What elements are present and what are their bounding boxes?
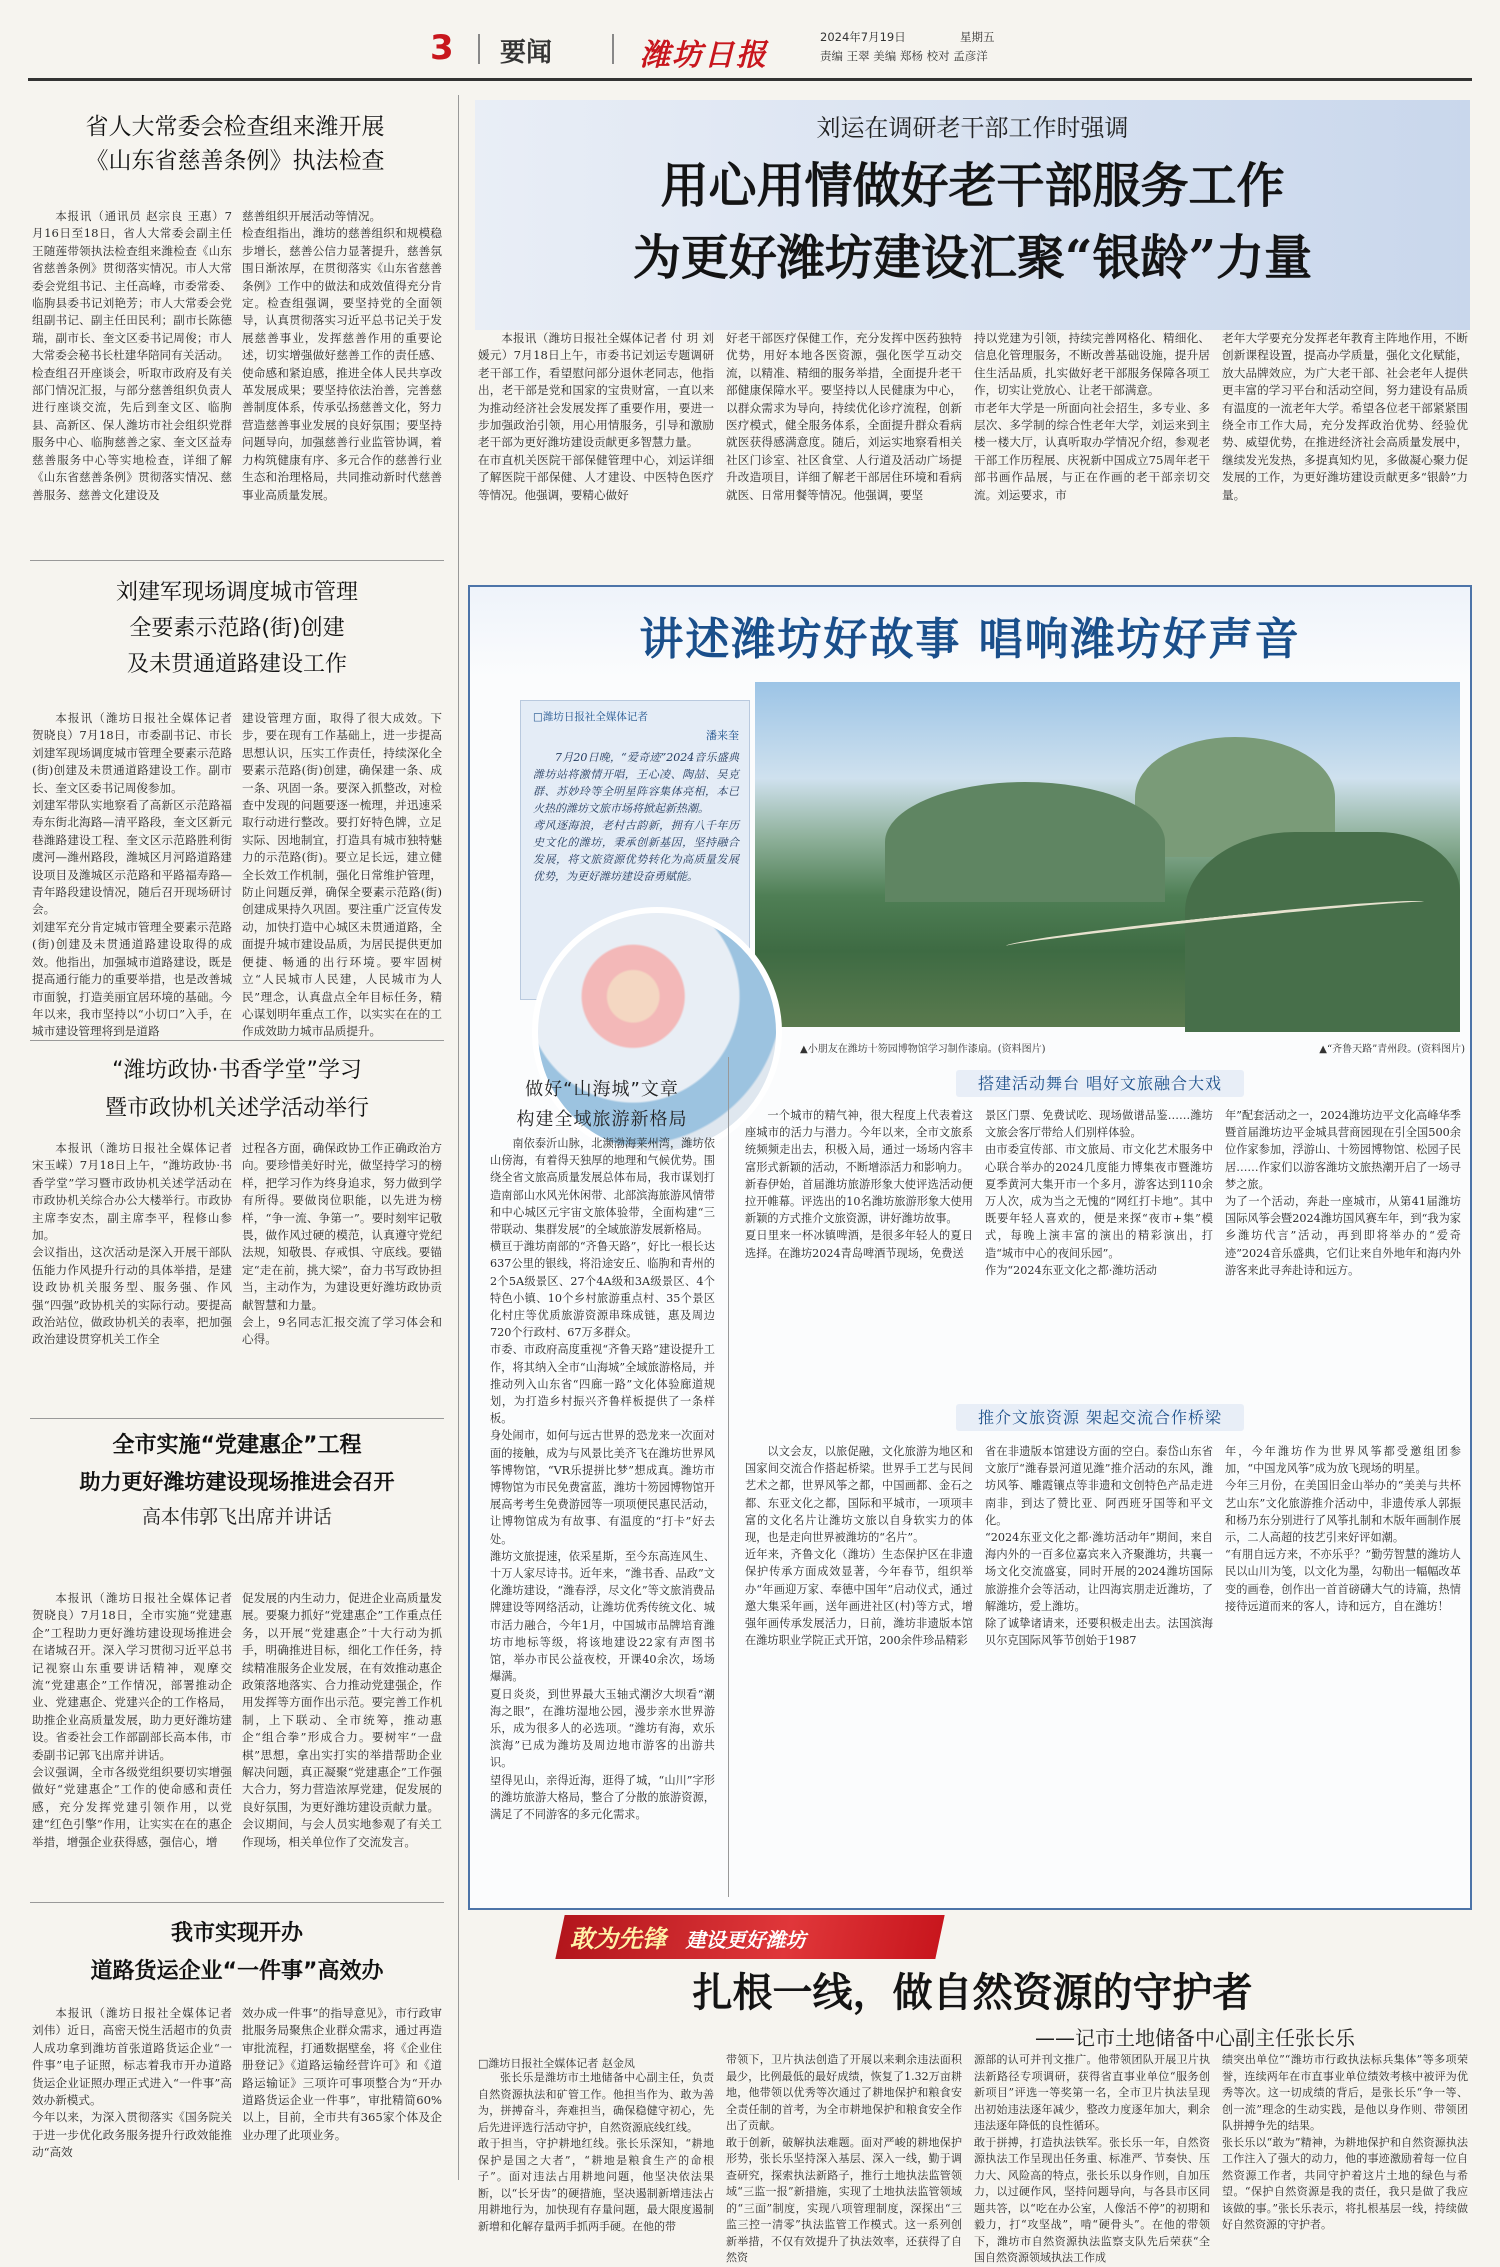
story2-col2: 建设管理方面，取得了很大成效。下步，要在现有工作基础上，进一步提高思想认识，压实工作责任，持续深化全要素示范路(街)创建，确保建一条、成一条、巩固一条。要深入抓整改，对检查中发现的问题要逐一梳理，并迅速采取行动进行整改。要打好特色牌，立足实际、因地制宜，打造具有城市独特魅力的示范路(街)。要立足长远，建立健全长效工作机制，强化日常维护管理，防止问题反弹，确保全要素示范路(街)创建成果持久巩固。要注重广泛宣传发动，加快打造中心城区未贯通道路，全面提升城市建设品质，为居民提供更加便捷、畅通的出行环境。要牢固树立“人民城市人民建，人民城市为人民”理念，认真盘点全年目标任务，精心谋划明年重点工作，以实实在在的工作成效助力城市品质提升。 xyxy=(242,711,442,1039)
issue-weekday: 星期五 xyxy=(960,30,995,44)
profile-col1: 张长乐是潍坊市土地储备中心副主任，负责自然资源执法和矿管工作。他担当作为、敢为善为，拼搏奋斗，奔难担当，确保稳健守初心，先后先进评选行活动守护，自然资源底线红线。 敢于担当，守护耕地红线。张长乐深知，“耕地保护是国之大者”，“耕地是粮食生产的命根子”。面对违法占用耕地问题，他坚决依法果断，以“长牙齿”的硬措施，坚决遏制新增违法占用耕地行为，加快现有存量问题，最大限度遏制新增和化解存量两手抓两手硬。在他的带 xyxy=(478,2071,714,2233)
story2-headline xyxy=(30,575,444,683)
story4-subtitle: 高本伟郭飞出席并讲话 xyxy=(141,1506,332,1528)
feature-low-col3: 年，今年潍坊作为世界风筝都受邀组团参加，“中国龙风筝”成为放飞现场的明星。 今年三月份，在美国旧金山举办的“美美与共杯艺山东”文化旅游推介活动中，非遗传承人郭振和杨乃东分别进行了风筝扎制和木版年画制作展示，二人高超的技艺引来好评如潮。 “有朋自远方来，不亦乐乎？”勤劳智慧的潍坊人民以山川为笺，以文化为墨，勾勒出一幅幅改革变的画卷，创作出一首首磅礴大气的诗篇，热情接待远道而来的客人，诗和远方，自在潍坊！ xyxy=(1225,1445,1461,1613)
feature-mid-col3: 年”配套活动之一，2024潍坊边平文化高峰华季暨首届潍坊边平金城具营商园现在引全国500余位作家参加，浮游山、十笏园博物馆、松园子民居……作家们以游客潍坊文旅热潮开启了一场寻梦之旅。 为了一个活动，奔赴一座城市，从第41届潍坊国际风筝会暨2024潍坊国风赛车年，到“我为家乡潍坊代言”活动，再到即将举办的“爱奇迹”2024音乐盛典，它们让来自外地年和海内外游客来此寻奔赴诗和远方。 xyxy=(1225,1109,1461,1277)
lead-col2: 好老干部医疗保健工作，充分发挥中医药独特优势，用好本地各医资源，强化医学互动交流，以精准、精细的服务举措，全面提升老干部健康保障水平。要坚持以人民健康为中心，以群众需求为导向，持续优化诊疗流程，创新医疗模式，健全服务体系，全面提升群众看病就医获得感满意度。随后，刘运实地察看相关社区门诊室、社区食堂、人行道及活动广场提升改造项目，详细了解老干部居住环境和看病就医、日常用餐等情况。他强调，要坚 xyxy=(726,331,962,502)
banner-text2: 建设更好潍坊 xyxy=(685,1928,806,1952)
feature-sub3: 推介文旅资源 架起交流合作桥梁 xyxy=(740,1405,1460,1428)
feature-intro: 7月20日晚，“爱奇迹”2024音乐盛典潍坊站将激情开唱，王心凌、陶喆、吴克群、苏妙玲等全明星阵容集体亮相，本已火热的潍坊文旅市场将掀起新热潮。 鸢风逐海浪，老村古韵新，拥有八千年历史文化的潍坊，秉承创新基因，坚持融合发展，将文旅资源优势转化为高质量发展优势，为更好潍坊建设奋勇赋能。 xyxy=(533,751,739,883)
story2-title-line2: 全要素示范路(街)创建 xyxy=(129,616,345,641)
column-divider xyxy=(728,1057,729,1897)
pioneer-banner-text xyxy=(570,1919,940,1959)
feature-low-col2: 省在非遗版本馆建设方面的空白。泰岱山东省文旅厅“潍春景河道见潍”推介活动的东风，潍坊风筝、雕霞镶点等非遗和文创特色产品走进南非，到达了赞比亚、阿西班牙国等和平文化。 “2024东亚文化之都·潍坊活动年”期间，来自海内外的一百多位嘉宾来入齐聚潍坊，共襄一场文化交流盛宴，同时开展的2024潍坊国际旅游推介会等活动，让四海宾朋走近潍坊，了解潍坊，爱上潍坊。 除了诚挚诸请来，还要积极走出去。法国滨海贝尔克国际风筝节创始于1987 xyxy=(985,1445,1213,1648)
divider xyxy=(30,1902,444,1903)
story2-title-line3: 及未贯通道路建设工作 xyxy=(126,652,347,677)
profile-byline: □潍坊日报社全媒体记者 赵金凤 xyxy=(478,2057,635,2070)
story1-title-line1: 省人大常委会检查组来潍开展 xyxy=(85,114,385,140)
feature-panel xyxy=(468,585,1472,1910)
profile-title: 扎根一线，做自然资源的守护者 xyxy=(692,1969,1253,2016)
story5-col2: 效办成一件事”的指导意见》，市行政审批服务局聚焦企业群众需求，通过再造审批流程，打通数据壁垒，将《企业住册登记》《道路运输经营许可》和《道路运输证》三项许可事项整合为“开办道路货运企业一件事”，审批精简60%以上，目前，全市共有365家个体及企业办理了此项业务。 xyxy=(242,2006,442,2142)
story5-title-line2: 道路货运企业“一件事”高效办 xyxy=(90,1959,384,1984)
profile-col3: 源部的认可并刊文推广。他带领团队开展卫片执法新路径专项调研，获得省直事业单位“服务创新项目”评选一等奖第一名，全市卫片执法呈现出初始违法逐年减少，整改力度逐年加大，剩余违法逐年降低的良性循环。 敢于拼搏，打造执法铁军。张长乐一年，自然资源执法工作呈现出任务重、标准严、节奏快、压力大、风险高的特点，张长乐以身作则，自加压力，以过硬作风，坚持问题导向，与各县市区同题共答，以“吃在办公室，人像活不停”的初期和毅力，打“攻坚战”，啃“硬骨头”。在他的带领下，潍坊市自然资源执法监察支队先后荣获“全国自然资源领域执法工作成 xyxy=(974,2053,1210,2264)
feature-mid-col1: 一个城市的精气神，很大程度上代表着这座城市的活力与潜力。今年以来，全市文旅系统频频走出去，积极入局，通过一场场内容丰富形式新颖的活动，不断增添活力和影响力。 新春伊始，首届潍坊旅游形象大使评选活动便拉开帷幕。评选出的10名潍坊旅游形象大使用新颖的方式推介文旅资源，讲好潍坊故事。 夏日里来一杯冰镇啤酒，是很多年轻人的夏日选择。在潍坊2024青岛啤酒节现场，免费送 xyxy=(745,1109,973,1260)
story2-title-line1: 刘建军现场调度城市管理 xyxy=(115,580,358,605)
issue-date: 2024年7月19日 xyxy=(820,30,906,44)
divider xyxy=(30,560,444,561)
section-name: 要闻 xyxy=(500,38,553,68)
story5-col1: 本报讯（潍坊日报社全媒体记者 刘伟）近日，高密天悦生活超市的负责人成功拿到潍坊首张道路货运企业“一件事”电子证照，标志着我市开办道路货运企业证照办理正式进入“一件事”高效办新模式。 今年以来，为深入贯彻落实《国务院关于进一步优化政务服务提升行政效能推动“高效 xyxy=(32,2006,232,2160)
page-number: 3 xyxy=(430,28,454,68)
feature-byline: □潍坊日报社全媒体记者 xyxy=(533,711,648,723)
feature-low-col1: 以文会友，以旅促融，文化旅游为地区和国家间交流合作搭起桥梁。世界手工艺与民间艺术之都，世界风筝之都，中国画都、金石之都、东亚文化之都，国际和平城市，一项项丰富的文化名片让潍坊文旅以自身软实力的体现，也是走向世界被潍坊的“名片”。 近年来，齐鲁文化（潍坊）生态保护区在非遗保护传承方面成效显著，今年春节，组织举办“年画迎万家、奉德中国年”启动仪式，通过邀大集采年画，送年画进社区(村)等方式，增强年画传承发展活力，日前，潍坊非遗版本馆在潍坊职业学院正式开馆，200余件珍品精彩 xyxy=(745,1445,973,1648)
story3-col2: 过程各方面，确保政协工作正确政治方向。要珍惜美好时光，做坚持学习的榜样，把学习作为终身追求，努力做到学有所得。要做岗位职能，以先进为榜样，“争一流、争第一”。要时刻牢记敬畏，做作风过硬的模范，认真遵守党纪法规，知敬畏、存戒惧、守底线。要锚定“走在前，挑大梁”，奋力书写政协担当，主动作为，为建设更好潍坊政协贡献智慧和力量。 会上，9名同志汇报交流了学习体会和心得。 xyxy=(242,1141,442,1347)
story1-title-line2: 《山东省慈善条例》执法检查 xyxy=(85,148,385,174)
story4-col1: 本报讯（潍坊日报社全媒体记者 贺晓良）7月18日，全市实施“党建惠企”工程助力更好潍坊建设现场推进会在诸城召开。深入学习贯彻习近平总书记视察山东重要讲话精神，观摩交流“党建惠企”工作情况，部署推动企业、党建惠企、党建兴企的工作格局，助推企业高质量发展，助力更好潍坊建设。省委社会工作部副部长高本伟，市委副书记郭飞出席并讲话。 会议强调，全市各级党组织要切实增强做好“党建惠企”工作的使命感和责任感，充分发挥党建引领作用，以党建“红色引擎”作用，让实实在在的惠企举措，增强企业获得感，强信心，增 xyxy=(32,1591,232,1849)
lead-col1: 本报讯（潍坊日报社全媒体记者 付 玥 刘媛元）7月18日上午，市委书记刘运专题调研老干部工作，看望慰问部分退休老同志，他指出，老干部是党和国家的宝贵财富，一直以来为推动经济社会发展发挥了重要作用，要进一步加强政治引领，用心用情服务，引导和激励老干部为更好潍坊建设贡献更多智慧力量。 在市直机关医院干部保健管理中心，刘运详细了解医院干部保健、人才建设、中医特色医疗等情况。他强调，要精心做好 xyxy=(478,331,714,502)
divider xyxy=(478,34,480,64)
divider xyxy=(612,34,614,64)
story2-col1: 本报讯（潍坊日报社全媒体记者 贺晓良）7月18日，市委副书记、市长刘建军现场调度城市管理全要素示范路(街)创建及未贯通道路建设工作。副市长、奎文区委书记周俊参加。 刘建军带队实地察看了高新区示范路福寿东街北海路—清平路段，奎文区新元巷潍路建设工程、奎文区示范路胜利街虞河—潍州路段，潍城区月河路道路建设项目及潍城区示范路和平路福寿路—青年路段建设情况，随后召开现场研讨会。 刘建军充分肯定城市管理全要素示范路(街)创建及未贯通道路建设取得的成效。他指出，加强城市道路建设，既是提高通行能力的重要举措，也是改善城市面貌，打造美丽宜居环境的基础。今年以来，我市坚持以“小切口”入手，在城市建设管理将到是道路 xyxy=(32,711,232,1039)
lead-title-line2: 为更好潍坊建设汇聚“银龄”力量 xyxy=(632,230,1313,286)
story3-title-line2: 暨市政协机关述学活动举行 xyxy=(104,1096,369,1121)
feature-sub1: 做好“山海城”文章 构建全域旅游新格局 xyxy=(516,1079,688,1130)
editors-line: 责编 王翠 美编 郑杨 校对 孟彦洋 xyxy=(820,49,988,63)
story5-headline xyxy=(30,1915,444,1991)
lead-col4: 老年大学要充分发挥老年教育主阵地作用，不断创新课程设置，提高办学质量，强化文化赋能，放大品牌效应，为广大老干部、社会老年人提供更丰富的学习平台和活动空间，努力建设有品质有温度的一流老年大学。希望各位老干部紧紧围绕全市工作大局，充分发挥政治优势、经验优势、威望优势，在推进经济社会高质量发展中，继续发光发热，多提真知灼见，多做凝心聚力促发展的工作，为更好潍坊建设贡献更多“银龄”力量。 xyxy=(1222,331,1468,502)
feature-sub2: 搭建活动舞台 唱好文旅融合大戏 xyxy=(740,1071,1460,1094)
banner-text1: 敢为先锋 xyxy=(570,1925,666,1953)
story4-headline xyxy=(30,1428,444,1534)
caption-qilu: ▲“齐鲁天路”青州段。(资料图片) xyxy=(1319,1044,1465,1055)
paper-logo: 潍坊日报 xyxy=(640,38,768,73)
story1-col1: 本报讯（通讯员 赵宗良 王惠）7月16日至18日，省人大常委会副主任王随莲带领执法检查组来潍检查《山东省慈善条例》贯彻落实情况。市人大常委会党组书记、主任高峰，市委常委、临朐县委书记刘艳芳；市人大常委会党组副书记、副主任田民利；副市长陈德瑞，副市长、奎文区委书记周俊；市人大常委会秘书长杜建华陪同有关活动。 检查组召开座谈会，听取市政府及有关部门情况汇报，与部分慈善组织负责人进行座谈交流，先后到奎文区、临朐县、高新区、保人潍坊市社会组织党群服务中心、临朐慈善之家、奎文区益寿慈善服务中心等实地检查，详细了解《山东省慈善条例》贯彻落实情况、慈善服务、慈善文化建设及 xyxy=(32,209,232,502)
story4-col2: 促发展的内生动力，促进企业高质量发展。要聚力抓好“党建惠企”工作重点任务，以开展“党建惠企”十大行动为抓手，明确推进目标，细化工作任务，持续精准服务企业发展，在有效推动惠企政策落地落实、合力推动党建强企，作用发挥等方面作出示范。要完善工作机制，上下联动、全市统筹，推动惠企“组合拳”形成合力。要树牢“一盘棋”思想，拿出实打实的举措帮助企业解决问题，真正凝聚“党建惠企”工作强大合力，努力营造浓厚党建，促发展的良好氛围，为更好潍坊建设贡献力量。 会议期间，与会人员实地参观了有关工作现场，相关单位作了交流发言。 xyxy=(242,1591,442,1849)
divider xyxy=(30,1418,444,1419)
photo-qilu-tianlu xyxy=(755,682,1460,1027)
story3-headline xyxy=(30,1052,444,1128)
profile-col2: 带领下，卫片执法创造了开展以来剩余违法面积最少，比例最低的最好成绩，恢复了1.32万亩耕地，他带领以优秀等次通过了耕地保护和粮食安全责任制的首考，为全市耕地保护和粮食安全作出了贡献。 敢于创新，破解执法难题。面对严峻的耕地保护形势，张长乐坚持深入基层、深入一线，勤于调查研究，探索执法新路子，推行土地执法监管领域“三监一报”新措施，实现了土地执法监管领域的“三面”制度，实现八项管理制度，深探出“三监三控一清零”执法监管工作模式。这一系列创新举措，不仅有效提升了执法效率，还获得了自然资 xyxy=(726,2053,962,2264)
column-divider xyxy=(458,95,459,2180)
story3-col1: 本报讯（潍坊日报社全媒体记者 宋玉嵘）7月18日上午，“潍坊政协·书香学堂”学习暨市政协机关述学活动在市政协机关综合办公大楼举行。市政协主席李安杰，副主席李平，程修山参加。 会议指出，这次活动是深入开展干部队伍能力作风提升行动的具体举措，是建设政协机关服务型、服务强、作风强“四强”政协机关的实际行动。要提高政治站位，做政协机关的表率，把加强政治建设贯穿机关工作全 xyxy=(32,1141,232,1347)
caption-children: ▲小朋友在潍坊十笏园博物馆学习制作漆扇。(资料图片) xyxy=(800,1044,1046,1055)
profile-col4: 绩突出单位”“潍坊市行政执法标兵集体”等多项荣誉，连续两年在市直事业单位绩效考核中被评为优秀等次。这一切成绩的背后，是张长乐“争一等、创一流”理念的生动实践，是他以身作则、带领团队拼搏争先的结果。 张长乐以“敢为”精神，为耕地保护和自然资源执法工作注入了强大的动力，他的事迹激励着每一位自然资源工作者，共同守护着这片土地的绿色与希望。“保护自然资源是我的责任，我只是做了我应该做的事。”张长乐表示，将扎根基层一线，持续做好自然资源的守护者。 xyxy=(1222,2053,1468,2231)
feature-left-column: 南依泰沂山脉，北濒渤海莱州湾，潍坊依山傍海，有着得天独厚的地理和气候优势。围绕全省文旅高质量发展总体布局，我市谋划打造南部山水风光休闲带、北部滨海旅游风情带和中心城区元宇宙文旅体验带，全面构建“三带联动、集群发展”的全域旅游发展新格局。 横亘于潍坊南部的“齐鲁天路”，好比一根长达637公里的银线，将沿途安丘、临朐和青州的2个5A级景区、27个4A级和3A级景区、4个特色小镇、10个乡村旅游重点村、35个景区化村庄等优质旅游资源串珠成链，惠及周边720个行政村、67万多群众。 市委、市政府高度重视“齐鲁天路”建设提升工作，将其纳入全市“山海城”全域旅游格局，并推动列入山东省“四廊一路”文化体验廊道规划，为打造乡村振兴齐鲁样板提供了一条样板。 身处闹市，如何与远古世界的恐龙来一次面对面的接触，成为与风景比美齐飞在潍坊世界风筝博物馆，“VR乐提拼比梦”想成真。潍坊市博物馆为市民免费富蓝，潍坊十笏园博物馆开展高考考生免费游园等一项项便民惠民活动，让博物馆成为有故事、有温度的“打卡”好去处。 潍坊文旅提速，依采星斯，至今东高连风生、十万人家尽诗书。近年来，“潍书香、品政”文化潍坊建设，“潍春浮，尽文化”等文旅消费品牌建设等网络活动，让潍坊优秀传统文化、城市活力融合，今年1月，中国城市品牌培育潍坊市地标等级，将该地建设22家有声图书馆，举办市民公益夜校，开课40余次，场场爆满。 夏日炎炎，到世界最大玉轴式潮汐大坝看“潮海之眼”，在潍坊湿地公园，漫步亲水世界游乐，成为很多人的必选项。“潍坊有海，欢乐滨海”已成为潍坊及周边地市游客的出游共识。 望得见山，亲得近海，逛得了城，“山川”字形的潍坊旅游大格局，整合了分散的旅游资源，满足了不同游客的多元化需求。 xyxy=(490,1137,715,1821)
story4-title-line2: 助力更好潍坊建设现场推进会召开 xyxy=(79,1470,395,1494)
feature-mid-col2: 景区门票、免费试吃、现场做谱品鉴……潍坊文旅会客厅带给人们别样体验。 由市委宣传部、市文旅局、市文化艺术服务中心联合举办的2024几度能力博集夜市暨潍坊夏季黄河大集开市一个多月，游客达到110余万人次，成为当之无愧的“网红打卡地”。其中既要年轻人喜欢的，便是来探“夜市+集”模式，每晚上演丰富的演出的精彩演出，打造“城市中心的夜间乐园”。 作为“2024东亚文化之都·潍坊活动 xyxy=(985,1109,1213,1277)
story3-title-line1: “潍坊政协·书香学堂”学习 xyxy=(112,1058,362,1083)
feature-reporter: 潘来奎 xyxy=(706,729,739,742)
divider xyxy=(30,1040,444,1041)
lead-kicker: 刘运在调研老干部工作时强调 xyxy=(816,114,1129,142)
story1-headline xyxy=(30,110,440,178)
lead-col3: 持以党建为引领，持续完善网格化、精细化、信息化管理服务，不断改善基础设施，提升居住生活品质，扎实做好老干部服务保障各项工作，切实让党放心、让老干部满意。 市老年大学是一所面向社会招生，多专业、多层次、多学制的综合性老年大学，刘运来到主楼一楼大厅，认真听取办学情况介绍，参观老干部工作历程展、庆祝新中国成立75周年老干部书画作品展，与正在作画的老干部亲切交流。刘运要求，市 xyxy=(974,331,1210,502)
masthead-rule xyxy=(28,78,1472,81)
feature-title: 讲述潍坊好故事 唱响潍坊好声音 xyxy=(639,614,1301,665)
profile-subtitle: ——记市土地储备中心副主任张长乐 xyxy=(1035,2026,1355,2050)
story1-col2: 慈善组织开展活动等情况。 检查组指出，潍坊的慈善组织和规模稳步增长，慈善公信力显著提升，慈善氛围日渐浓厚，在贯彻落实《山东省慈善条例》工作中的做法和成效值得充分肯定。检查组强调，要坚持党的全面领导，认真贯彻落实习近平总书记关于发展慈善事业，发挥慈善作用的重要论述，切实增强做好慈善工作的责任感、使命感和紧迫感，推进全体人民共享改革发展成果；要坚持依法治善，完善慈善制度体系，传承弘扬慈善文化，努力营造慈善事业发展的良好氛围；要坚持问题导向，加强慈善行业监管协调，着力构筑健康有序、多元合作的慈善行业生态和治理格局，共同推动新时代慈善事业高质量发展。 xyxy=(242,209,442,502)
lead-title-line1: 用心用情做好老干部服务工作 xyxy=(660,158,1285,214)
story5-title-line1: 我市实现开办 xyxy=(170,1921,303,1946)
story4-title-line1: 全市实施“党建惠企”工程 xyxy=(112,1433,362,1458)
